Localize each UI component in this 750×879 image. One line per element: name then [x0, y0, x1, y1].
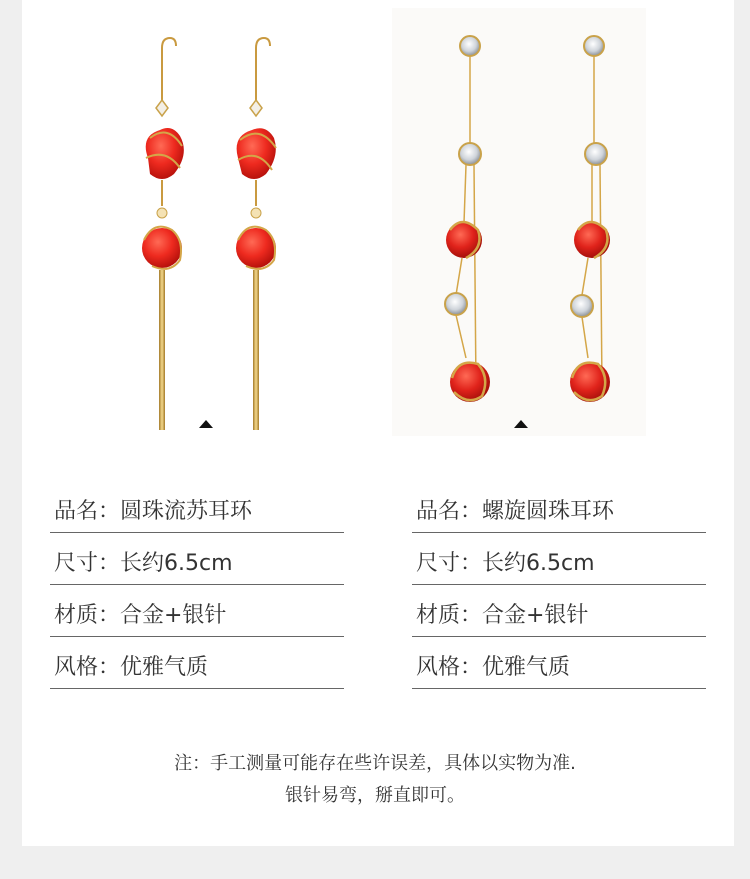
spec-name-text: 品名：圆珠流苏耳环: [54, 499, 253, 524]
spec-material-text: 材质：合金+银针: [416, 603, 589, 628]
product-photo-tassel-earrings: [110, 8, 360, 436]
spec-row-name: [50, 482, 344, 533]
measurement-note: 注：手工测量可能存在些许误差，具体以实物为准.: [174, 753, 576, 774]
spec-row-style: [50, 638, 344, 689]
earring-right-b: [570, 36, 610, 402]
spec-style-text: 风格：优雅气质: [54, 655, 209, 680]
product-photo-spiral-earrings: [392, 8, 646, 436]
spec-style-text: 风格：优雅气质: [416, 655, 571, 680]
spec-row-style: [412, 638, 706, 689]
earring-left-a: [142, 38, 184, 430]
spec-table-spiral-earrings: [412, 482, 706, 690]
spec-name-text: 品名：螺旋圆珠耳环: [416, 499, 615, 524]
spec-material-text: 材质：合金+银针: [54, 603, 227, 628]
spec-table-tassel-earrings: [50, 482, 344, 690]
spec-row-name: [412, 482, 706, 533]
pointer-triangle-icon: [514, 420, 528, 428]
earring-right-a: [445, 36, 490, 402]
earring-left-b: [236, 38, 276, 430]
spec-row-material: [412, 586, 706, 637]
pointer-triangle-icon: [199, 420, 213, 428]
spec-size-text: 尺寸：长约6.5cm: [416, 551, 595, 576]
pin-note: 银针易弯，掰直即可。: [285, 785, 465, 806]
spec-row-size: [412, 534, 706, 585]
spec-row-material: [50, 586, 344, 637]
spec-row-size: [50, 534, 344, 585]
spec-size-text: 尺寸：长约6.5cm: [54, 551, 233, 576]
